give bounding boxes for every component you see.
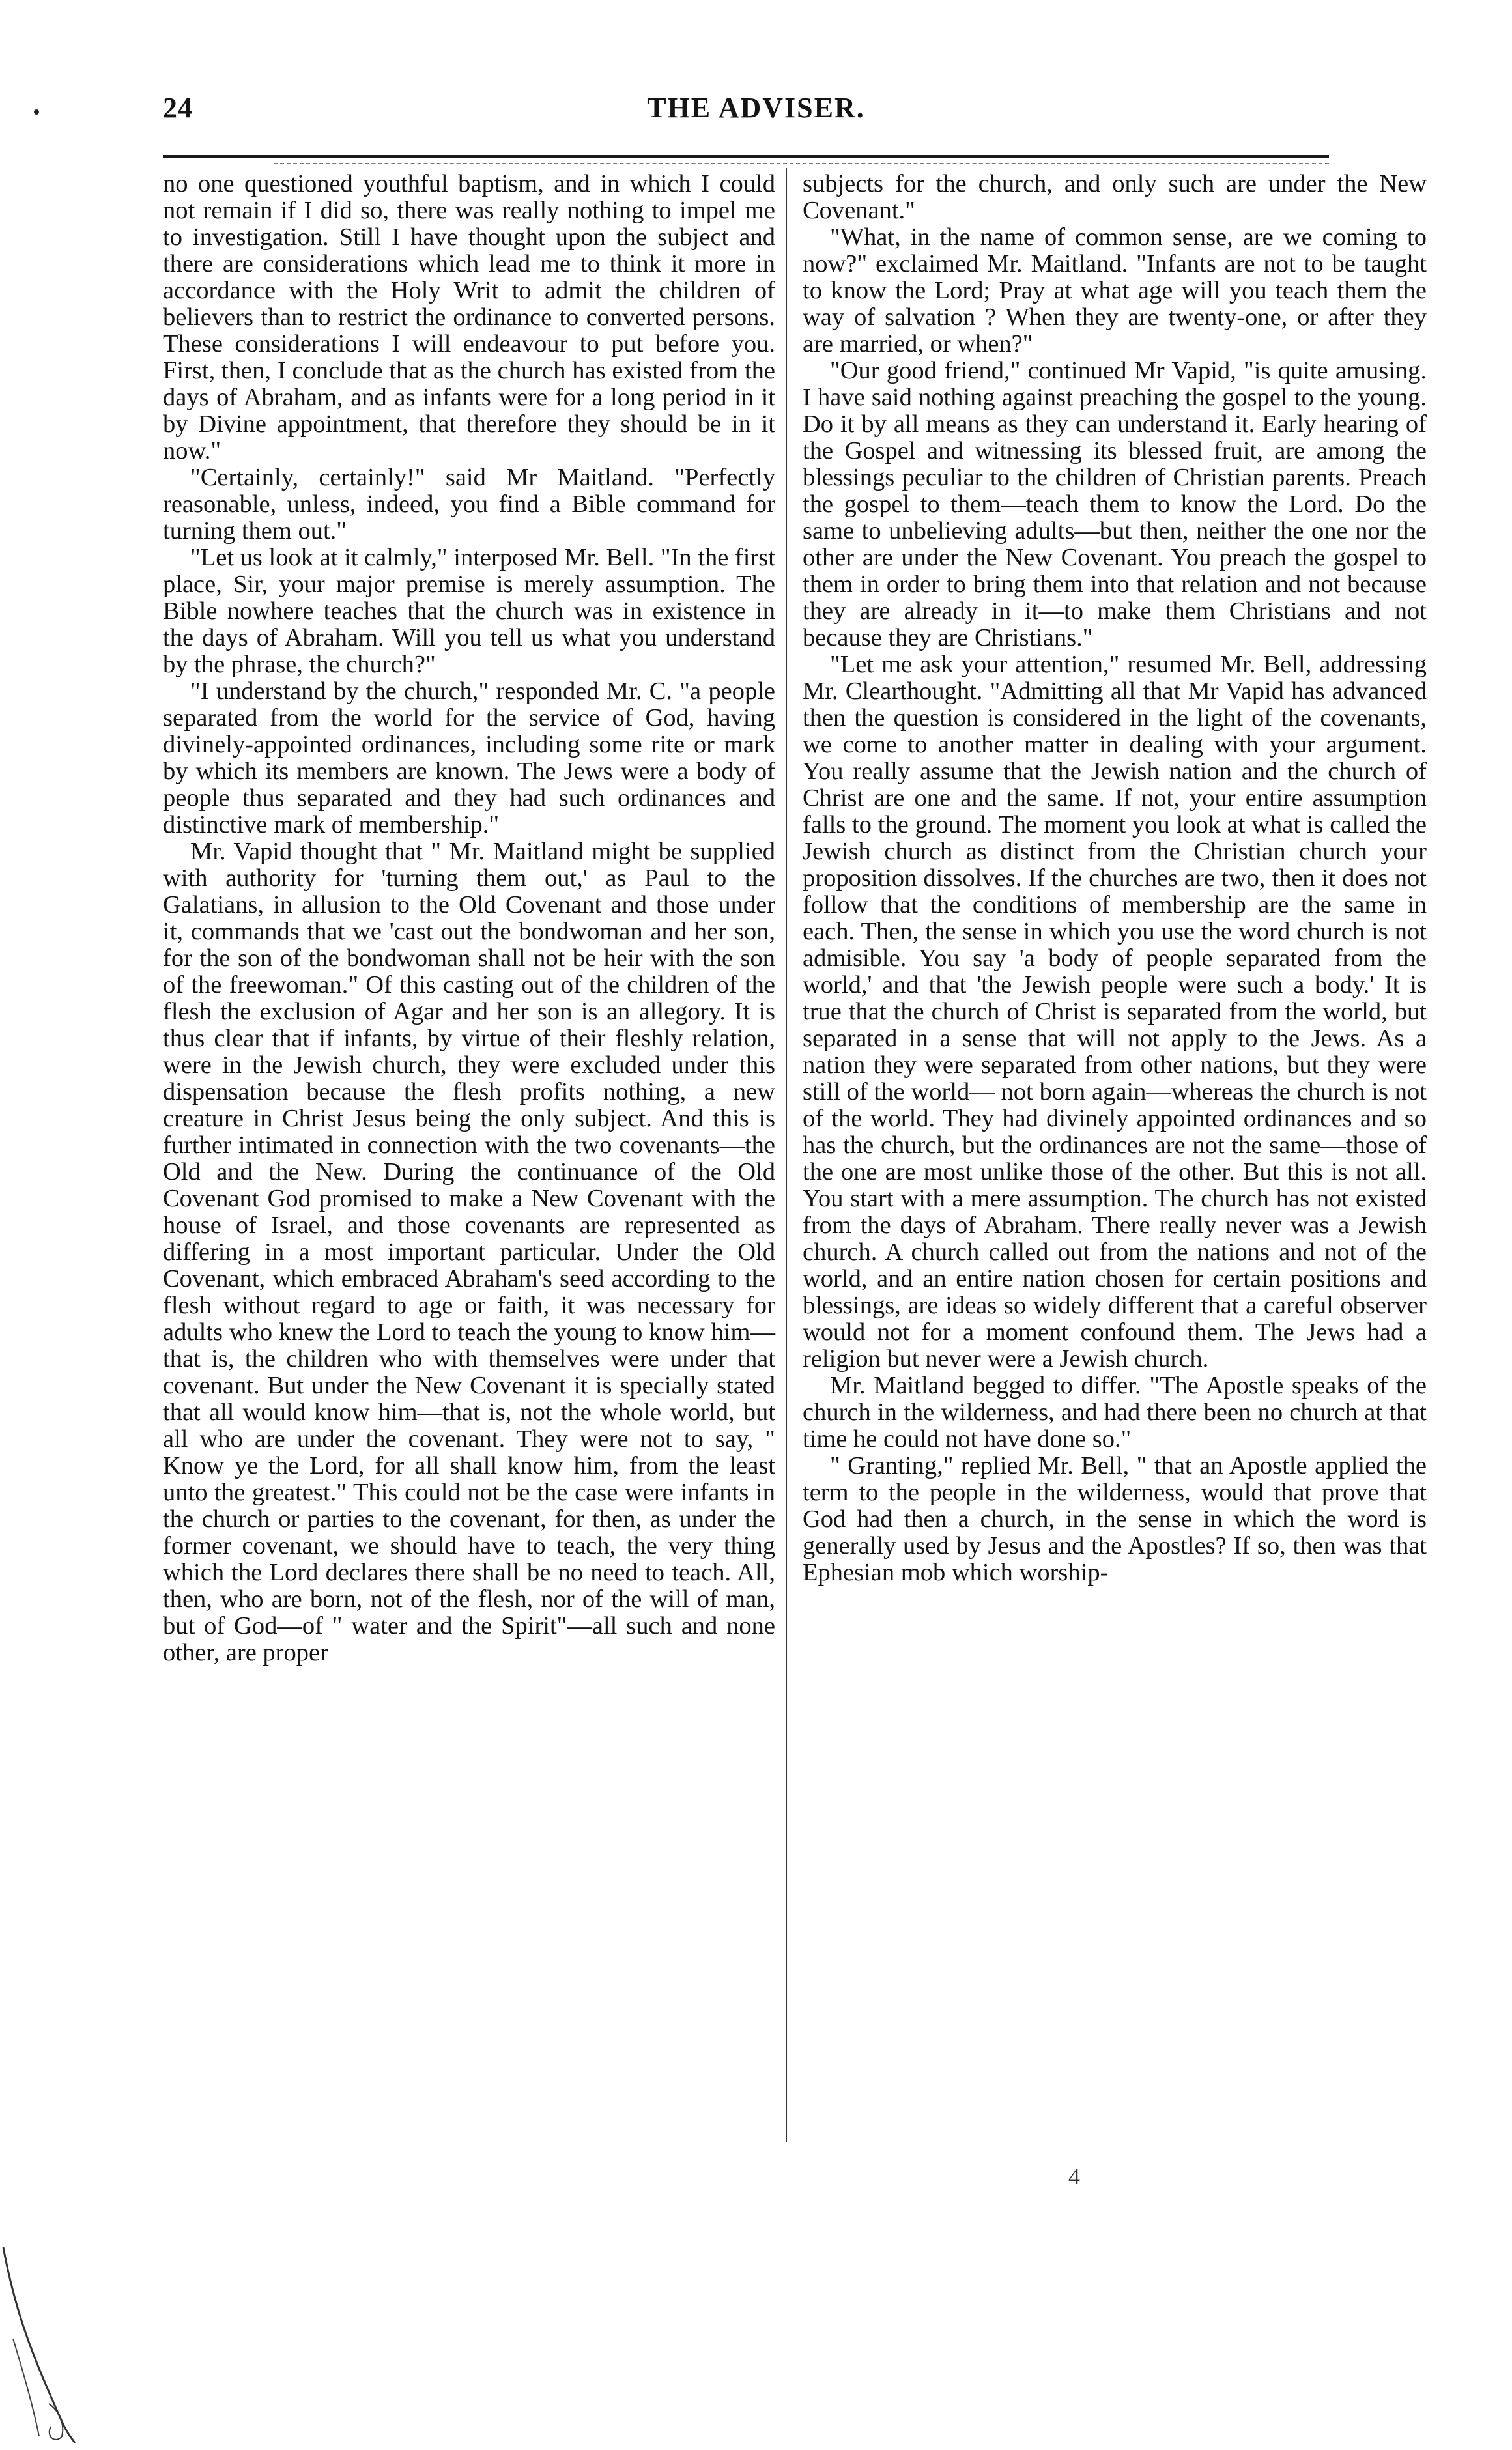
paragraph: "Our good friend," continued Mr Vapid, "is quite amusing. I have said nothing against preaching the gospel to the young. Do it by all means as they can understand it. Early hearing of the Gospel and witnessing its blessed fruit, are among the blessings peculiar to the children of Christian parents. Preach the gospel to them—teach them to know the Lord. Do the same to unbelieving adults—but then, neither the one nor the other are under the New Covenant. You preach the gospel to them in order to bring them into that relation and not because they are already in it—to make them Christians and not because they are Christians." (803, 357, 1427, 651)
paragraph: "Certainly, certainly!" said Mr Maitland. "Perfectly reasonable, unless, indeed, you find a Bible command for turning them out." (163, 464, 775, 545)
paragraph: "Let me ask your attention," resumed Mr. Bell, addressing Mr. Clearthought. "Admitting all that Mr Vapid has advanced then the question is considered in the light of the covenants, we come to another matter in dealing with your argument. You really assume that the Jewish nation and the church of Christ are one and the same. If not, your entire assumption falls to the ground. The moment you look at what is called the Jewish church as distinct from the Christian church your proposition dissolves. If the churches are two, then it does not follow that the conditions of membership are the same in each. Then, the sense in which you use the word church is not admisible. You say 'a body of people separated from the world,' and that 'the Jewish people were such a body.' It is true that the church of Christ is separated from the world, but separated in a sense that will not apply to the Jews. As a nation they were separated from other nations, but they were still of the world— not born again—whereas the church is not of the world. They had divinely appointed ordinances and so has the church, but the ordinances are not the same—those of the one are most unlike those of the other. But this is not all. You start with a mere assumption. The church has not existed from the days of Abraham. There really never was a Jewish church. A church called out from the nations and not of the world, and an entire nation chosen for certain positions and blessings, are ideas so widely different that a careful observer would not for a moment confound them. The Jews had a religion but never were a Jewish church. (803, 651, 1427, 1373)
paragraph: no one questioned youthful baptism, and in which I could not remain if I did so, there was really nothing to impel me to investigation. Still I have thought upon the subject and there are considerations which lead me to think it more in accordance with the Holy Writ to admit the children of believers than to restrict the ordinance to converted persons. These considerations I will endeavour to put before you. First, then, I conclude that as the church has existed from the days of Abraham, and as infants were for a long period in it by Divine appointment, that therefore they should be in it now." (163, 170, 775, 464)
paragraph: Mr. Maitland begged to differ. "The Apostle speaks of the church in the wilderness, and had there been no church at that time he could not have done so." (803, 1372, 1427, 1453)
running-head: THE ADVISER. (647, 92, 865, 124)
right-column (803, 171, 1427, 1586)
header-rule-secondary (274, 163, 1329, 164)
paragraph: "Let us look at it calmly," interposed Mr. Bell. "In the first place, Sir, your major premise is merely assumption. The Bible nowhere teaches that the church was in existence in the days of Abraham. Will you tell us what you understand by the phrase, the church?" (163, 544, 775, 678)
paragraph: " Granting," replied Mr. Bell, " that an Apostle applied the term to the people in the wilderness, would that prove that God had then a church, in the sense in which the word is generally used by Jesus and the Apostles? If so, then was that Ephesian mob which worship- (803, 1452, 1427, 1586)
header-rule (163, 155, 1329, 158)
paragraph: subjects for the church, and only such are under the New Covenant." (803, 170, 1427, 224)
paragraph: "What, in the name of common sense, are we coming to now?" exclaimed Mr. Maitland. "Infants are not to be taught to know the Lord; Pray at what age will you teach them the way of salvation ? When they are twenty-one, or after they are married, or when?" (803, 223, 1427, 358)
left-column (163, 171, 775, 1666)
paragraph: Mr. Vapid thought that " Mr. Maitland might be supplied with authority for 'turning them out,' as Paul to the Galatians, in allusion to the Old Covenant and those under it, commands that we 'cast out the bondwoman and her son, for the son of the bondwoman shall not be heir with the son of the freewoman." Of this casting out of the children of the flesh the exclusion of Agar and her son is an allegory. It is thus clear that if infants, by virtue of their fleshly relation, were in the Jewish church, they were excluded under this dispensation because the flesh profits nothing, a new creature in Christ Jesus being the only subject. And this is further intimated in connection with the two covenants—the Old and the New. During the continuance of the Old Covenant God promised to make a New Covenant with the house of Israel, and those covenants are represented as differing in a most important particular. Under the Old Covenant, which embraced Abraham's seed according to the flesh without regard to age or faith, it was necessary for adults who knew the Lord to teach the young to know him—that is, the children who with themselves were under that covenant. But under the New Covenant it is specially stated that all would know him—that is, not the whole world, but all who are under the covenant. They were not to say, " Know ye the Lord, for all shall know him, from the least unto the greatest." This could not be the case were infants in the church or parties to the covenant, for then, as under the former covenant, we should have to teach, the very thing which the Lord declares there shall be no need to teach. All, then, who are born, not of the flesh, nor of the will of man, but of God—of " water and the Spirit"—all such and none other, are proper (163, 838, 775, 1666)
column-divider (786, 168, 787, 2142)
signature-mark: 4 (1068, 2163, 1080, 2189)
margin-scribble-icon (0, 2241, 85, 2449)
paragraph: "I understand by the church," responded Mr. C. "a people separated from the world for the service of God, having divinely-appointed ordinances, including some rite or mark by which its members are known. The Jews were a body of people thus separated and they had such ordinances and distinctive mark of membership." (163, 677, 775, 838)
page-number: 24 (163, 92, 193, 124)
